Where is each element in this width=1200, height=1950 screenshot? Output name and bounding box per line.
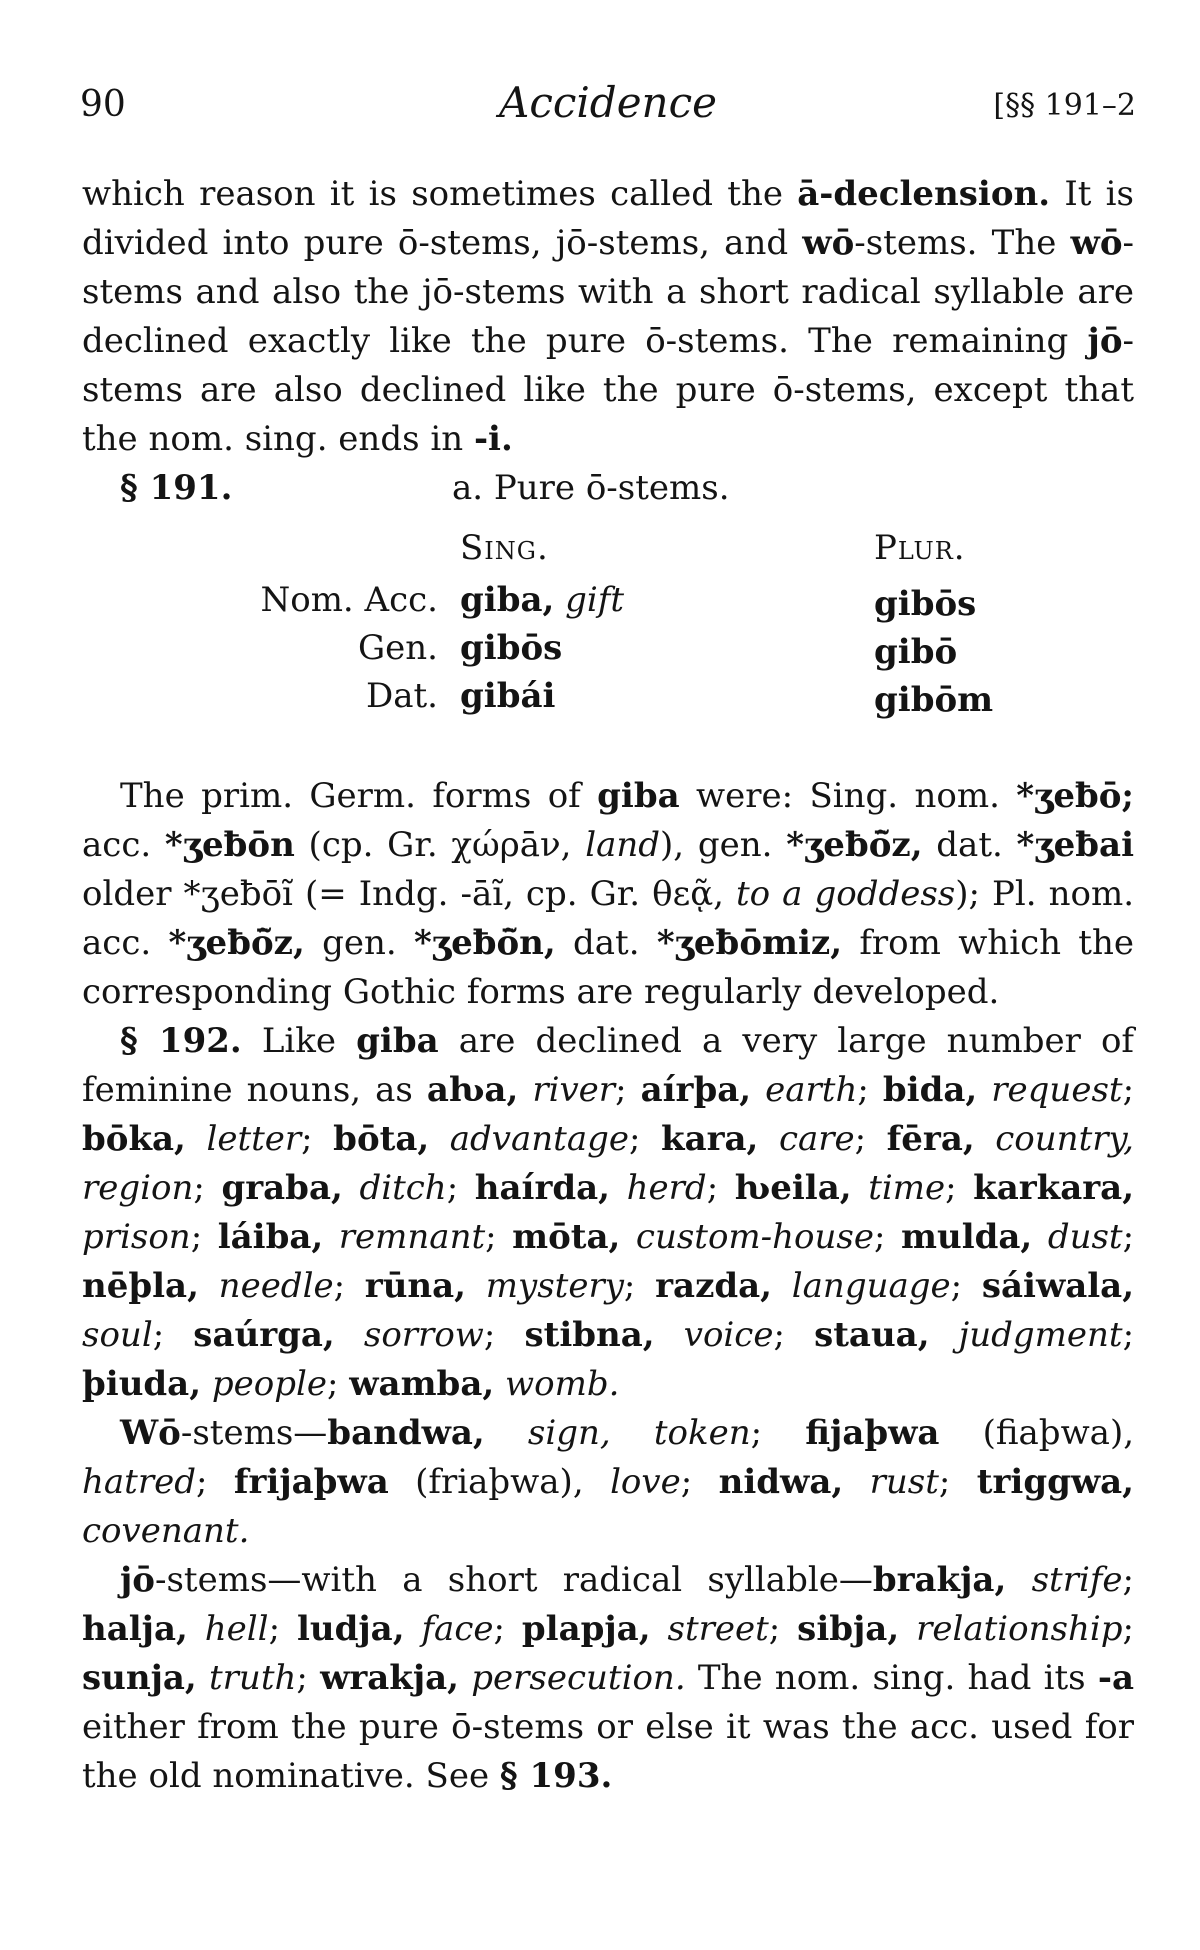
prim-germ-paragraph: The prim. Germ. forms of giba were: Sing. nom. *ʒeƀō; acc. *ʒeƀōn (cp. Gr. χώρāν, land), gen. *ʒeƀō̃z, dat. *ʒeƀai older *ʒeƀōĩ (= Indg. -āĩ, cp. Gr. θεᾷ, to a goddess); Pl. nom. acc. *ʒeƀō̃z, gen. *ʒeƀō̃n, dat. *ʒeƀōmiz, from which the corresponding Gothic forms are regularly developed. — [82, 776, 1135, 1012]
plur-form: gibōs — [874, 584, 977, 624]
sing-header: Sing. — [460, 528, 549, 568]
case-label: Dat. — [365, 676, 438, 716]
section-191-heading — [82, 464, 1134, 518]
wo-stems-paragraph: Wō-stems—bandwa, sign, token; fijaþwa (fiaþwa), hatred; frijaþwa (friaþwa), love; nidwa, rust; triggwa, covenant. — [82, 1413, 1135, 1551]
plur-form: gibōm — [874, 680, 994, 720]
sing-form: gibōs — [460, 628, 563, 668]
jo-stems-paragraph: jō-stems—with a short radical syllable—brakja, strife; halja, hell; ludja, face; plapja, street; sibja, relationship; sunja, truth; wrakja, persecution. The nom. sing. had its -a either from the pure ō-stems or else it was the acc. used for the old nominative. See § 193. — [82, 1560, 1135, 1796]
section-number: § 192. — [120, 1021, 242, 1061]
section-title: a. Pure ō-stems. — [452, 468, 730, 508]
sing-form: giba, gift — [460, 580, 625, 620]
running-header — [80, 78, 1136, 138]
page-title: Accidence — [499, 78, 717, 127]
section-reference[interactable]: § 193. — [499, 1756, 613, 1796]
section-number: § 191. — [120, 468, 233, 508]
plur-header: Plur. — [874, 528, 966, 568]
intro-paragraph: which reason it is sometimes called the ā-declension. It is divided into pure ō-stems, jō-stems, and wō-stems. The wō-stems and also the jō-stems with a short radical syllable are declined exactly like the pure ō-stems. The remaining jō-stems are also declined like the pure ō-stems, except that the nom. sing. ends in -i. — [82, 174, 1135, 459]
page-number: 90 — [80, 84, 126, 125]
plur-form: gibō — [874, 632, 958, 672]
declension-table — [82, 524, 1134, 772]
sing-form: gibái — [460, 676, 556, 716]
main-text — [82, 170, 1134, 1801]
section-range: [§§ 191–2 — [993, 88, 1136, 123]
case-label: Gen. — [358, 628, 438, 668]
section-192-paragraph: § 192. Like giba are declined a very large number of feminine nouns, as aƕa, river; aírþa, earth; bida, request; bōka, letter; bōta, advantage; kara, care; fēra, country, region; graba, ditch; haírda, herd; ƕeila, time; karkara, prison; láiba, remnant; mōta, custom-house; mulda, dust; nēþla, needle; rūna, mystery; razda, language; sáiwala, soul; saúrga, sorrow; stibna, voice; staua, judgment; þiuda, people; wamba, womb. — [82, 1021, 1135, 1404]
case-label: Nom. Acc. — [260, 580, 438, 620]
